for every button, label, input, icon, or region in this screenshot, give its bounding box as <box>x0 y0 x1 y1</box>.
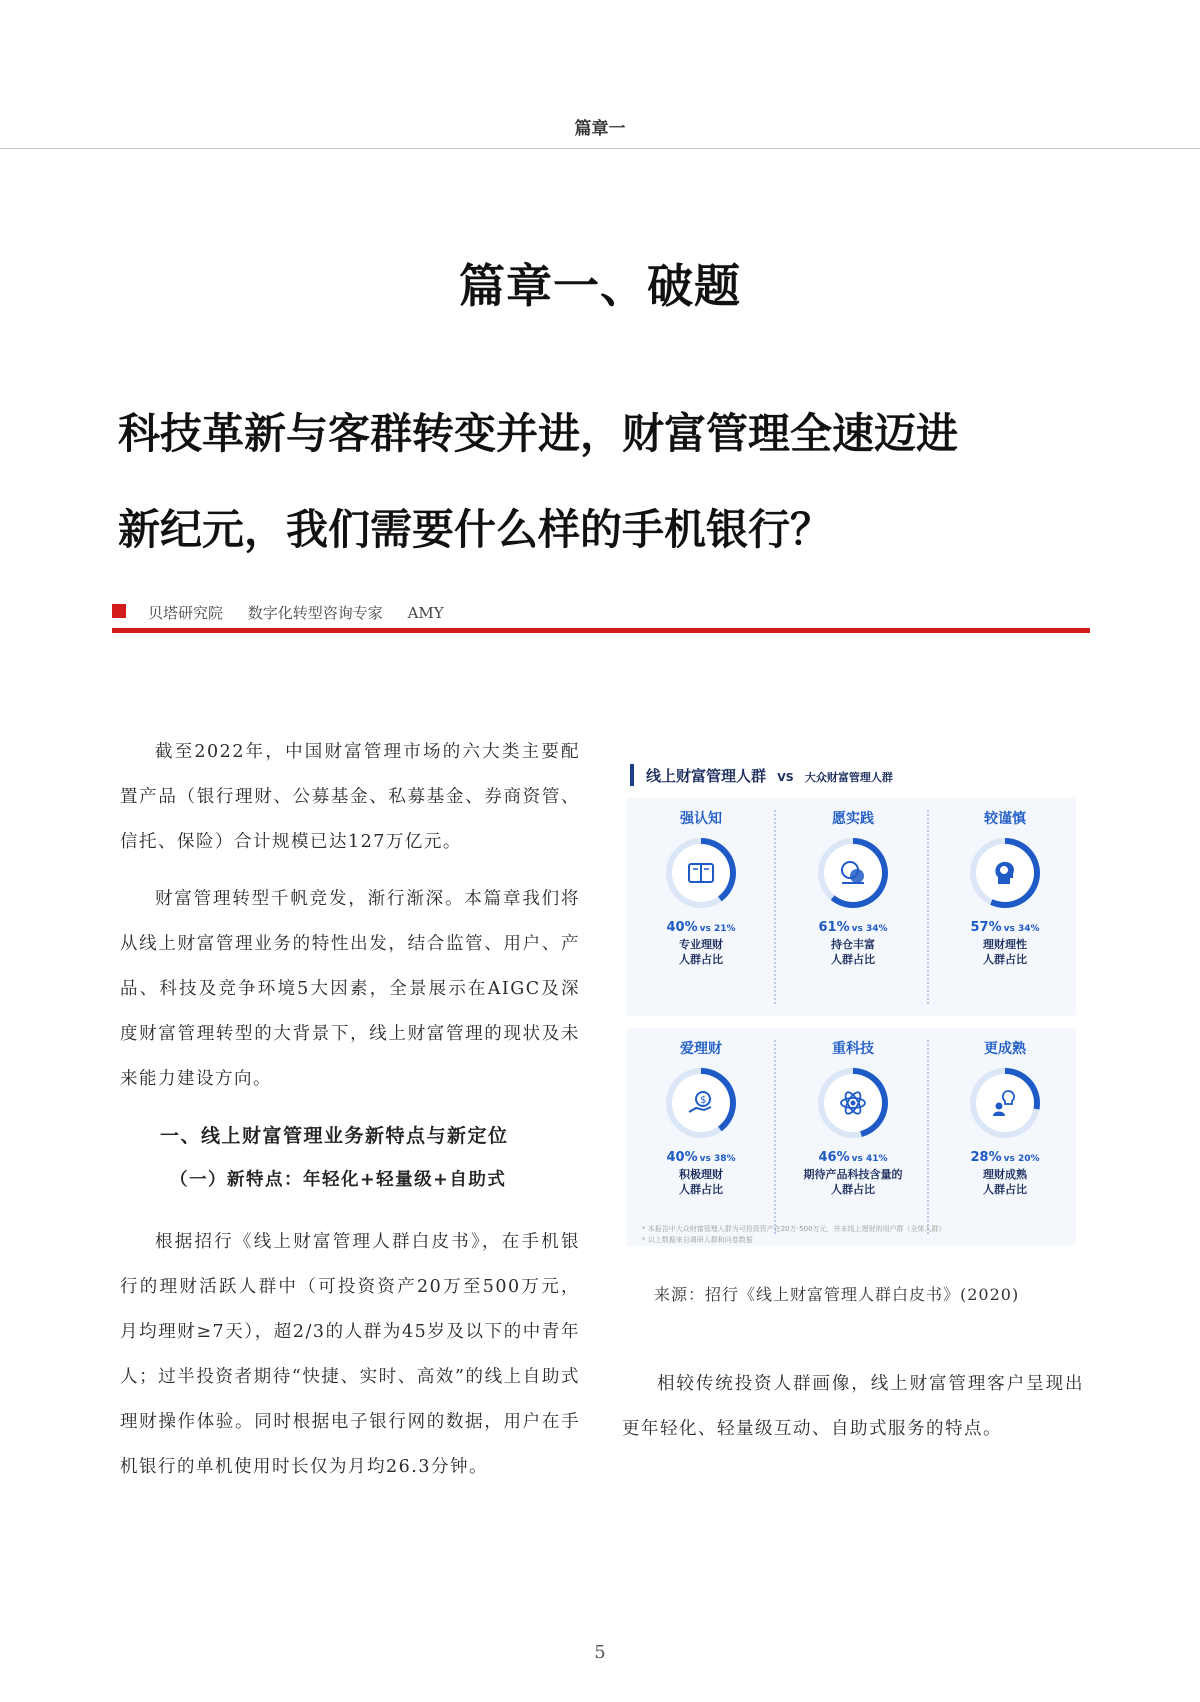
metric-label-line: 人群占比 <box>983 953 1027 966</box>
byline-text <box>148 602 464 623</box>
metric-label-line: 理财成熟 <box>983 1168 1027 1181</box>
left-column <box>120 730 580 1502</box>
metric-label-line: 人群占比 <box>679 1183 723 1196</box>
infographic-vs: VS <box>777 771 794 784</box>
byline-org: 贝塔研究院 <box>148 604 224 622</box>
metric-cell <box>930 1038 1080 1197</box>
infographic-title: 线上财富管理人群 <box>646 767 767 785</box>
paragraph: 截至2022年，中国财富管理市场的六大类主要配置产品（银行理财、公募基金、私募基金、券商资管、信托、保险）合计规模已达127万亿元。 <box>120 742 580 852</box>
lightbulb-person-icon <box>988 1086 1022 1120</box>
metric-compare: vs 20% <box>1003 1154 1040 1164</box>
metric-label <box>930 937 1080 967</box>
metric-compare: vs 34% <box>851 924 888 934</box>
metric-label <box>778 937 928 967</box>
paragraph: 根据招行《线上财富管理人群白皮书》，在手机银行的理财活跃人群中（可投资资产20万至500万元，月均理财≥7天），超2/3的人群为45岁及以下的中青年人；过半投资者期待“快捷、实时、高效”的线上自助式理财操作体验。同时根据电子银行网的数据，用户在手机银行的单机使用时长仅为月均26.3分钟。 <box>120 1232 580 1477</box>
infographic-subtitle: 大众财富管理人群 <box>804 771 893 784</box>
page-number: 5 <box>594 1642 606 1663</box>
metric-ring <box>666 1068 736 1138</box>
article-title-line-2: 新纪元，我们需要什么样的手机银行？ <box>118 505 833 554</box>
metric-title: 较谨慎 <box>984 811 1026 827</box>
metric-cell <box>626 808 776 967</box>
money-hand-icon <box>684 1086 718 1120</box>
metric-label-line: 人群占比 <box>831 953 875 966</box>
metric-label <box>626 1167 776 1197</box>
metric-percent: 40% <box>666 920 698 935</box>
infographic-header-bar <box>630 764 634 786</box>
coins-icon <box>836 856 870 890</box>
metric-label-line: 持仓丰富 <box>831 938 875 951</box>
infographic-footnote <box>642 1224 1072 1246</box>
book-icon <box>684 856 718 890</box>
metric-ring <box>818 838 888 908</box>
metric-cell <box>930 808 1080 967</box>
byline-divider <box>112 628 1090 633</box>
metric-cell <box>778 808 928 967</box>
metric-label-line: 人群占比 <box>983 1183 1027 1196</box>
article-title-line-1: 科技革新与客群转变并进，财富管理全速迈进 <box>118 409 959 458</box>
metric-label-line: 积极理财 <box>679 1168 723 1181</box>
metric-ring <box>666 838 736 908</box>
metric-title: 重科技 <box>832 1041 874 1057</box>
metric-compare: vs 41% <box>851 1154 888 1164</box>
metric-percent: 40% <box>666 1150 698 1165</box>
figure-source: 来源：招行《线上财富管理人群白皮书》(2020) <box>654 1285 1020 1304</box>
paragraph: 相较传统投资人群画像，线上财富管理客户呈现出更年轻化、轻量级互动、自助式服务的特点。 <box>622 1374 1084 1439</box>
paragraph: 财富管理转型千帆竞发，渐行渐深。本篇章我们将从线上财富管理业务的特性出发，结合监管、用户、产品、科技及竞争环境5大因素，全景展示在AIGC及深度财富管理转型的大背景下，线上财富管理的现状及未来能力建设方向。 <box>120 889 580 1089</box>
metric-label-line: 人群占比 <box>679 953 723 966</box>
metric-title: 爱理财 <box>680 1041 722 1057</box>
metric-title: 愿实践 <box>832 811 874 827</box>
metric-cell <box>778 1038 928 1197</box>
metric-ring <box>970 1068 1040 1138</box>
metric-title: 强认知 <box>680 811 722 827</box>
head-icon <box>988 856 1022 890</box>
metric-percent: 57% <box>970 920 1002 935</box>
metric-label <box>778 1167 928 1197</box>
metric-percent: 46% <box>818 1150 850 1165</box>
metric-label-line: 理财理性 <box>983 938 1027 951</box>
atom-icon <box>836 1086 870 1120</box>
svg-text:$: $ <box>700 1095 707 1106</box>
metric-compare: vs 34% <box>1003 924 1040 934</box>
metric-compare: vs 21% <box>699 924 736 934</box>
metric-ring <box>970 838 1040 908</box>
metric-ring <box>818 1068 888 1138</box>
section-heading: 一、线上财富管理业务新特点与新定位 <box>160 1125 509 1147</box>
right-column <box>622 1362 1084 1452</box>
metric-label <box>930 1167 1080 1197</box>
header-divider <box>0 148 1200 149</box>
infographic <box>622 752 1080 1254</box>
metric-label-line: 专业理财 <box>679 938 723 951</box>
metric-title: 更成熟 <box>984 1041 1026 1057</box>
subsection-heading: （一）新特点：年轻化+轻量级+自助式 <box>170 1170 507 1190</box>
metric-cell <box>626 1038 776 1197</box>
metric-percent: 61% <box>818 920 850 935</box>
metric-compare: vs 38% <box>699 1154 736 1164</box>
byline-marker-icon <box>112 604 126 618</box>
running-header: 篇章一 <box>574 119 626 139</box>
metric-label-line: 期待产品科技含量的 <box>803 1168 903 1181</box>
byline-author: AMY <box>407 604 444 622</box>
metric-label <box>626 937 776 967</box>
chapter-title: 篇章一、破题 <box>459 259 741 313</box>
footnote-line: * 以上数据来自调研人群和问卷数据 <box>642 1236 753 1244</box>
metric-percent: 28% <box>970 1150 1002 1165</box>
footnote-line: * 本报告中大众财富管理人群为可投资资产在20万-500万元，并未线上理财的用户群（全体人群） <box>642 1225 946 1233</box>
byline-role: 数字化转型咨询专家 <box>247 604 383 622</box>
metric-label-line: 人群占比 <box>831 1183 875 1196</box>
